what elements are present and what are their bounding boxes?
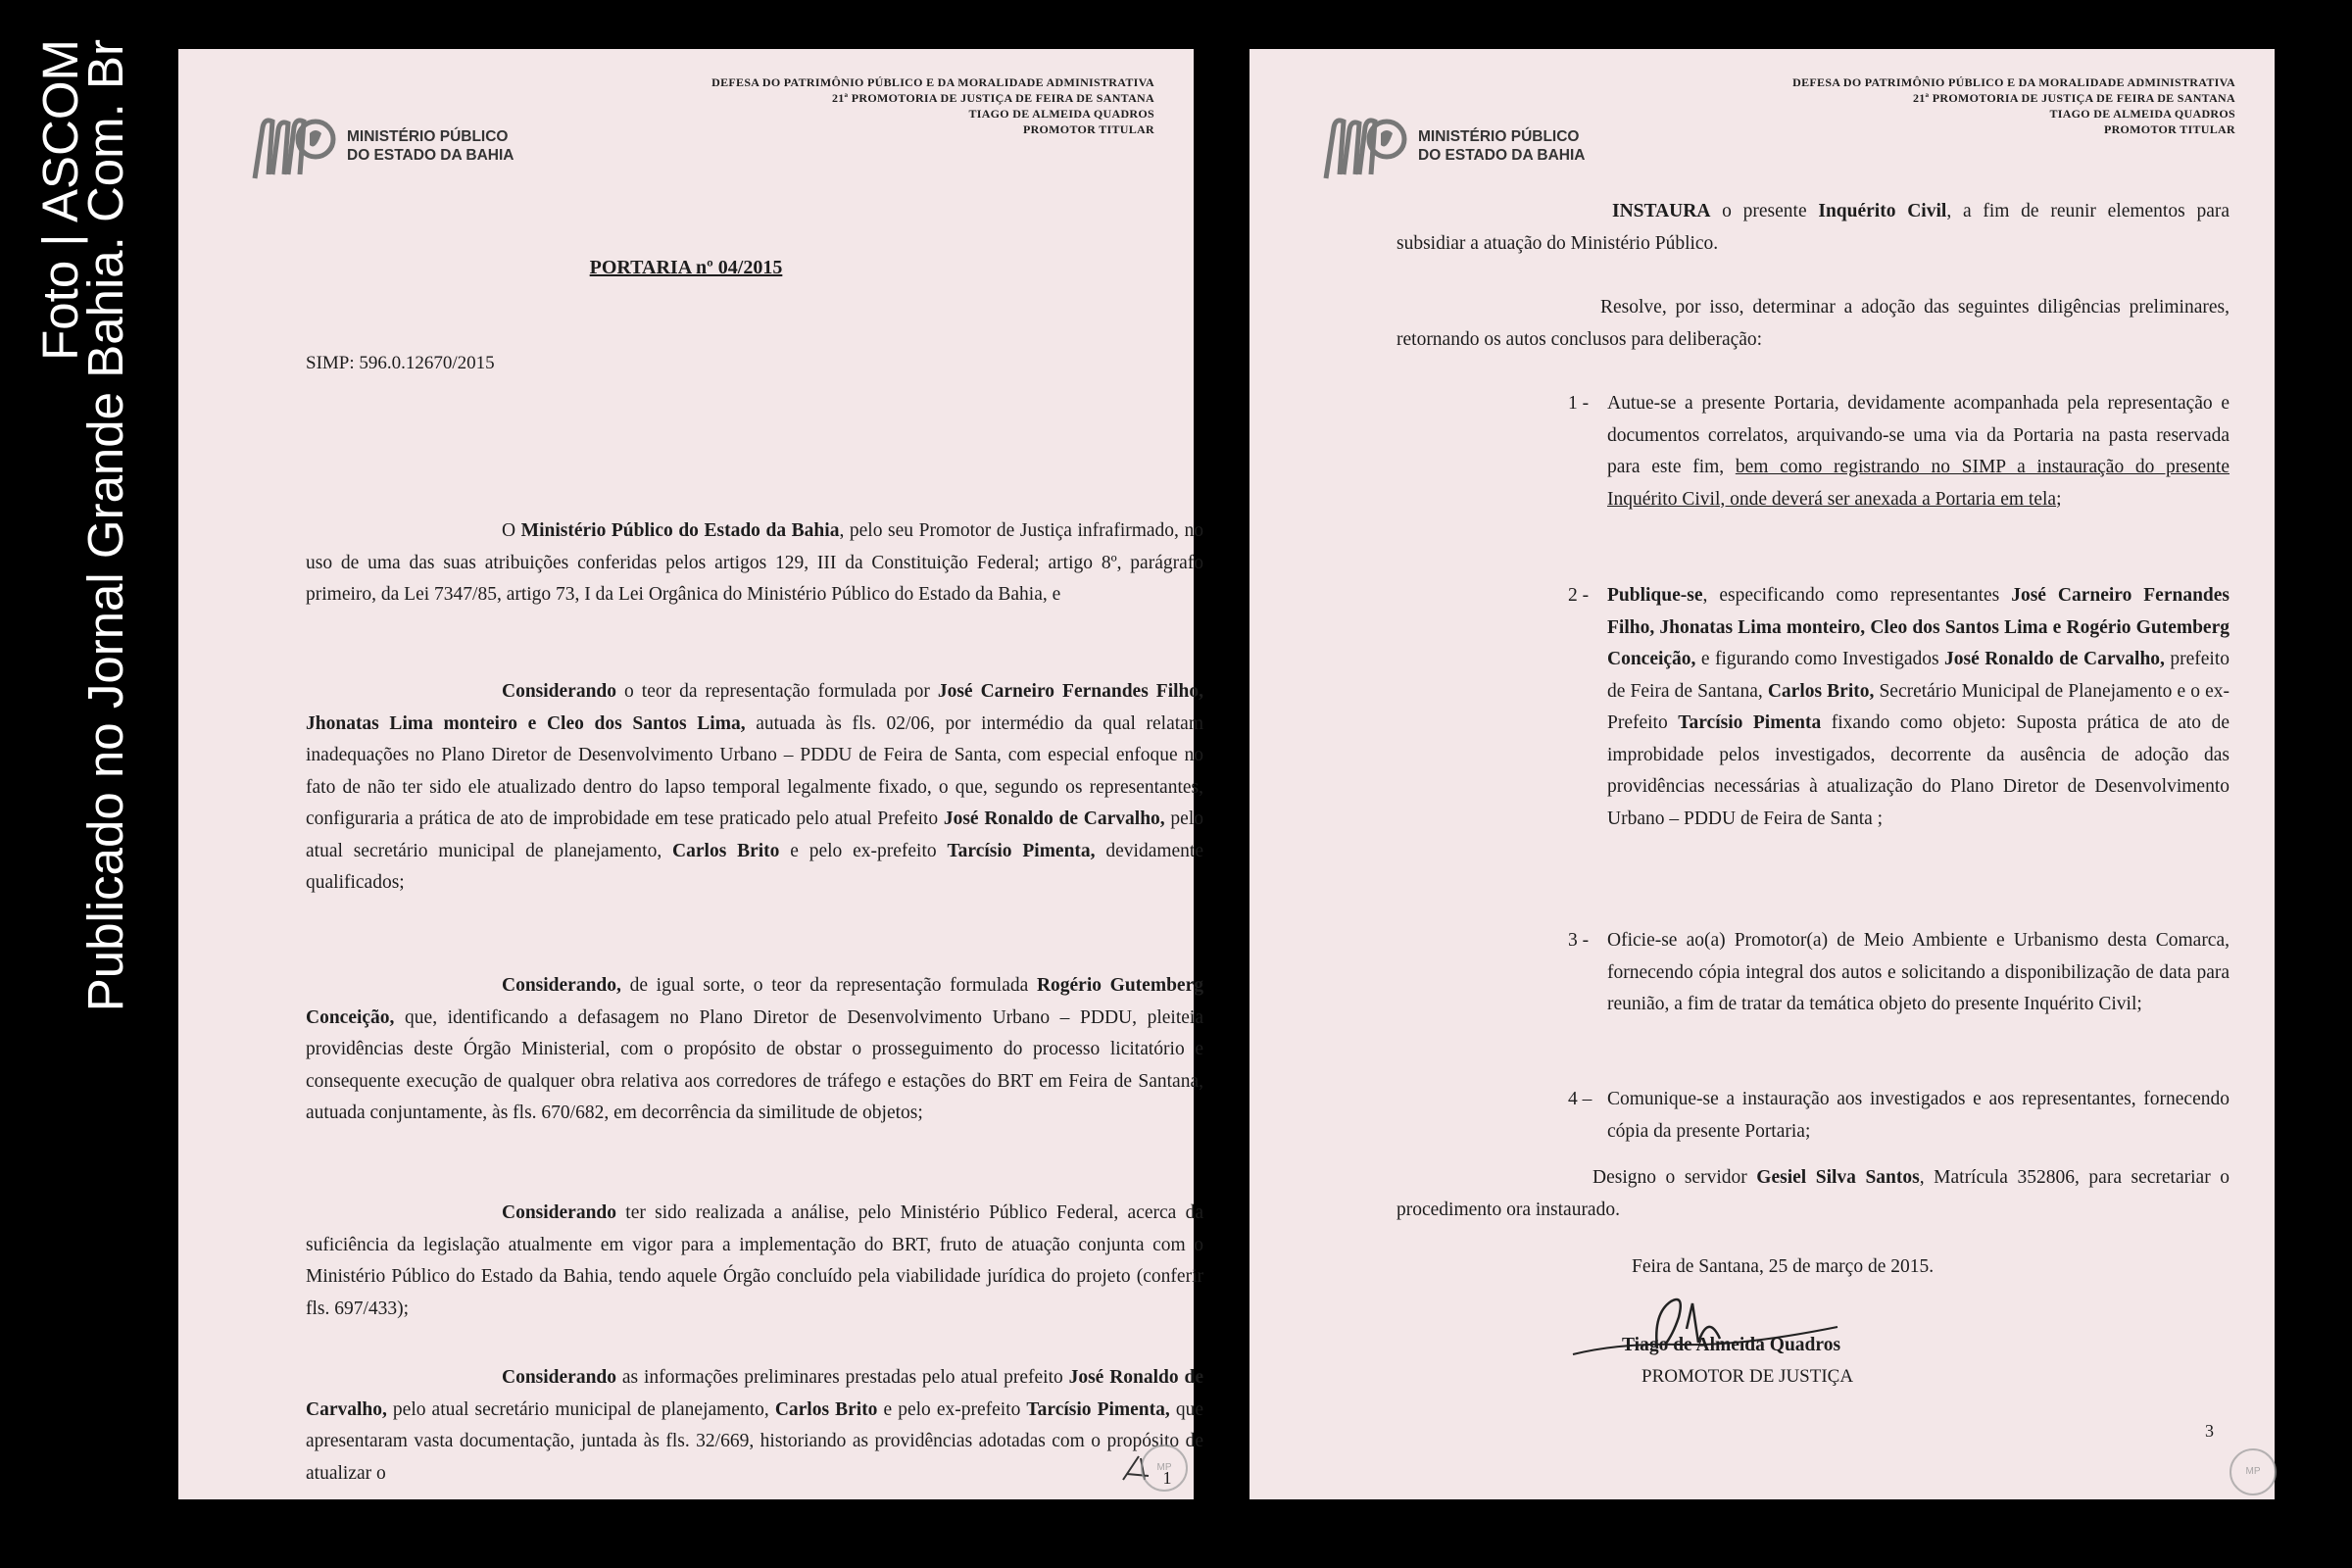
header-line-4: PROMOTOR TITULAR (2103, 122, 2235, 136)
page-number-2: 3 (2205, 1421, 2214, 1441)
list-number: 3 - (1568, 930, 1590, 951)
list-number: 1 - (1568, 393, 1590, 414)
list-text: Comunique-se a instauração aos investigados e aos representantes, fornecendo cópia da presente Portaria; (1607, 1089, 2230, 1142)
list-item-3 (1568, 925, 2230, 1021)
simp-number: SIMP: 596.0.12670/2015 (306, 353, 495, 373)
paragraph-considerando-1: Considerando o teor da representação formulada por José Carneiro Fernandes Filho, Jhonatas Lima monteiro e Cleo dos Santos Lima, autuada às fls. 02/06, por intermédio da qual relatam inadequações no Plano Diretor de Desenvolvimento Urbano – PDDU de Feira de Santa, com especial enfoque no fato de não ter sido ele atualizado dentro do lapso temporal legalmente fixado, o que, segundo os representantes, configuraria a prática de ato de improbidade em tese praticado pelo atual Prefeito José Ronaldo de Carvalho, pelo atual secretário municipal de planejamento, Carlos Brito e pelo ex-prefeito Tarcísio Pimenta, devidamente qualificados; (306, 681, 1204, 893)
paragraph-resolve: Resolve, por isso, determinar a adoção das seguintes diligências preliminares, retornando os autos conclusos para deliberação: (1396, 297, 2230, 350)
paragraph-considerando-3: Considerando ter sido realizada a análise, pelo Ministério Público Federal, acerca da suficiência da legislação atualmente em vigor para a implementação do BRT, fruto de atuação conjunta com o Ministério Público do Estado da Bahia, tendo aquele Órgão concluído pela viabilidade jurídica do projeto (conferir fls. 697/433); (306, 1202, 1203, 1319)
signer-role: PROMOTOR DE JUSTIÇA (1642, 1366, 1854, 1387)
logo-line-2: DO ESTADO DA BAHIA (1418, 147, 1586, 164)
stamp-mark: MP (1141, 1445, 1188, 1492)
mp-logo (1320, 106, 1614, 184)
page-header (1792, 74, 2235, 137)
caption-line-2: Publicado no Jornal Grande Bahia. Com. Br (77, 39, 133, 1012)
header-line-1: DEFESA DO PATRIMÔNIO PÚBLICO E DA MORALIDADE ADMINISTRATIVA (711, 75, 1154, 89)
header-line-1: DEFESA DO PATRIMÔNIO PÚBLICO E DA MORALIDADE ADMINISTRATIVA (1792, 75, 2235, 89)
document-title: PORTARIA nº 04/2015 (589, 257, 783, 278)
signer-name: Tiago de Almeida Quadros (1622, 1335, 1841, 1355)
paragraph-considerando-4: Considerando as informações preliminares prestadas pelo atual prefeito José Ronaldo de Carvalho, pelo atual secretário municipal de planejamento, Carlos Brito e pelo ex-prefeito Tarcísio Pimenta, que apresentaram vasta documentação, juntada às fls. 32/669, historiando as providências adotadas com o propósito de atualizar o (306, 1367, 1203, 1484)
list-item-4 (1568, 1084, 2230, 1148)
document-page-2 (1250, 49, 2275, 1499)
paragraph-intro: O Ministério Público do Estado da Bahia, pelo seu Promotor de Justiça infrafirmado, no uso de uma das suas atribuições conferidas pelos artigos 129, III da Constituição Federal; artigo 8º, parágrafo primeiro, da Lei 7347/85, artigo 73, I da Lei Orgânica do Ministério Público do Estado da Bahia, e (306, 520, 1203, 605)
side-caption (0, 0, 167, 1568)
paragraph-considerando-2: Considerando, de igual sorte, o teor da representação formulada Rogério Gutemberg Conceição, que, identificando a defasagem no Plano Diretor de Desenvolvimento Urbano – PDDU, pleiteia providências deste Órgão Ministerial, com o propósito de obstar o prosseguimento do processo licitatório e consequente execução de qualquer obra relativa aos corredores de tráfego e estações do BRT em Feira de Santana, autuada conjuntamente, às fls. 670/682, em decorrência da similitude de objetos; (306, 975, 1203, 1123)
document-date: Feira de Santana, 25 de março de 2015. (1632, 1256, 1935, 1277)
logo-line-2: DO ESTADO DA BAHIA (347, 147, 514, 164)
list-number: 4 – (1568, 1089, 1592, 1109)
list-number: 2 - (1568, 585, 1590, 606)
mp-logo-icon (249, 106, 339, 184)
stamp-mark: MP (2230, 1448, 2277, 1495)
logo-line-1: MINISTÉRIO PÚBLICO (347, 128, 509, 145)
header-line-3: TIAGO DE ALMEIDA QUADROS (968, 107, 1154, 121)
header-line-4: PROMOTOR TITULAR (1022, 122, 1154, 136)
paragraph-designo: Designo o servidor Gesiel Silva Santos, Matrícula 352806, para secretariar o procedimento ora instaurado. (1396, 1167, 2230, 1220)
caption-line-1: Foto | ASCOM (32, 39, 88, 361)
list-item-2 (1568, 580, 2230, 835)
logo-line-1: MINISTÉRIO PÚBLICO (1418, 128, 1580, 145)
list-text: Oficie-se ao(a) Promotor(a) de Meio Ambiente e Urbanismo desta Comarca, fornecendo cópia integral dos autos e solicitando a disponibilização de data para reunião, a fim de tratar da temática objeto do presente Inquérito Civil; (1607, 930, 2230, 1014)
mp-logo (249, 106, 543, 184)
paragraph-instaura: INSTAURA o presente Inquérito Civil, a fim de reunir elementos para subsidiar a atuação do Ministério Público. (1396, 201, 2230, 254)
header-line-2: 21ª PROMOTORIA DE JUSTIÇA DE FEIRA DE SANTANA (831, 91, 1154, 105)
document-page-1 (178, 49, 1204, 1499)
list-text: Autue-se a presente Portaria, devidamente acompanhada pela representação e documentos correlatos, arquivando-se uma via da Portaria na pasta reservada para este fim, bem como registrando no SIMP a instauração do presente Inquérito Civil, onde deverá ser anexada a Portaria em tela; (1607, 393, 2230, 510)
page-number-1: 1 (1162, 1468, 1172, 1488)
list-item-1 (1568, 388, 2230, 515)
mp-logo-icon (1320, 106, 1410, 184)
header-line-2: 21ª PROMOTORIA DE JUSTIÇA DE FEIRA DE SANTANA (1912, 91, 2235, 105)
header-line-3: TIAGO DE ALMEIDA QUADROS (2049, 107, 2235, 121)
page-header (711, 74, 1154, 137)
list-text: Publique-se, especificando como representantes José Carneiro Fernandes Filho, Jhonatas Lima monteiro, Cleo dos Santos Lima e Rogério Gutemberg Conceição, e figurando como Investigados José Ronaldo de Carvalho, prefeito de Feira de Santana, Carlos Brito, Secretário Municipal de Planejamento e o ex-Prefeito Tarcísio Pimenta fixando como objeto: Suposta prática de ato de improbidade pelos investigados, decorrente da ausência de adoção das providências necessárias à atualização do Plano Diretor de Desenvolvimento Urbano – PDDU de Feira de Santa ; (1607, 585, 2230, 829)
